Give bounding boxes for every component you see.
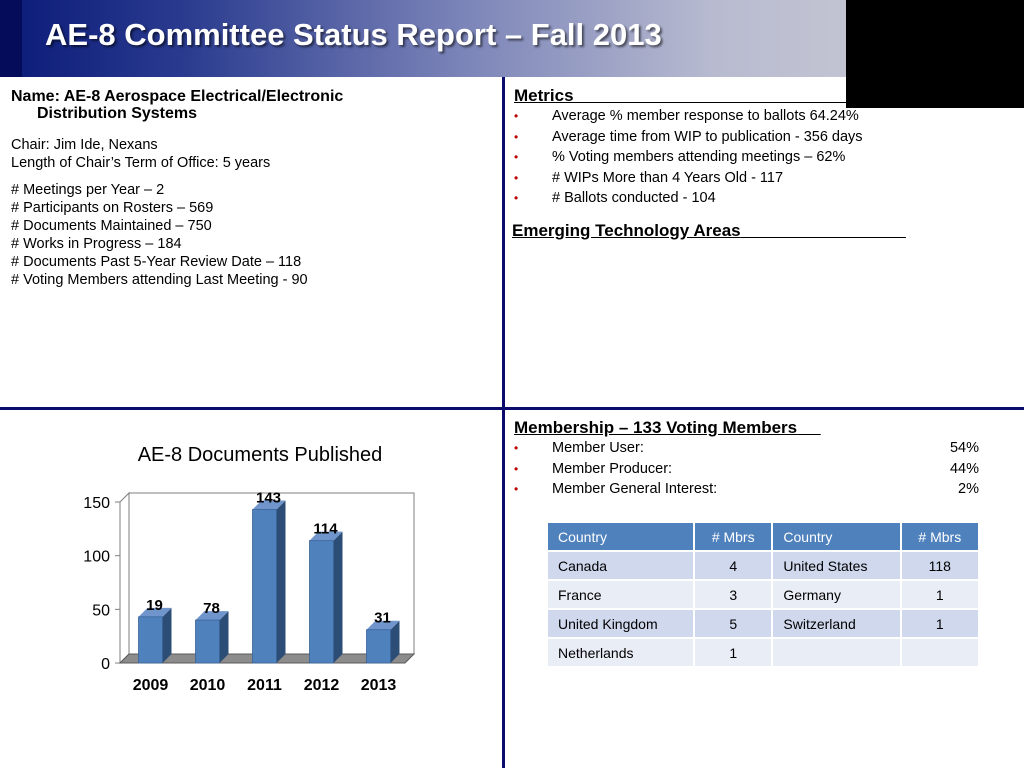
bar-side: [334, 532, 343, 663]
y-tick-label: 150: [83, 495, 110, 512]
table-cell: Switzerland: [772, 609, 900, 638]
table-cell: 118: [901, 551, 979, 580]
table-cell: Germany: [772, 580, 900, 609]
chart-side-wall: [120, 493, 129, 663]
table-cell: [772, 638, 900, 667]
emerging-tech-heading: Emerging Technology Areas: [512, 221, 741, 240]
membership-item: • Member User: 54%: [514, 438, 984, 459]
bullet-icon: •: [514, 109, 519, 123]
stat-review-past: # Documents Past 5-Year Review Date – 118: [11, 254, 302, 270]
bar: [253, 510, 277, 663]
metric-item: • # Ballots conducted - 104: [514, 188, 954, 209]
metric-item: • % Voting members attending meetings – 62%: [514, 147, 954, 168]
x-tick-label: 2012: [303, 677, 340, 694]
column-header: Country: [547, 522, 694, 551]
bar-side: [163, 608, 172, 663]
table-cell: 1: [694, 638, 772, 667]
bar: [196, 620, 220, 663]
metric-item: • Average % member response to ballots 64.24%: [514, 106, 954, 127]
table-cell: France: [547, 580, 694, 609]
metrics-list: [514, 106, 954, 209]
membership-heading: Membership – 133 Voting Members: [514, 418, 798, 437]
x-tick-label: 2009: [132, 677, 169, 694]
table-row: [547, 638, 979, 667]
table-cell: United States: [772, 551, 900, 580]
y-tick-label: 50: [92, 602, 110, 620]
data-label: 19: [146, 596, 163, 614]
bar-side: [277, 501, 286, 663]
chair: Chair: Jim Ide, Nexans: [11, 137, 158, 153]
countries-table: [546, 521, 980, 668]
table-cell: United Kingdom: [547, 609, 694, 638]
stat-documents: # Documents Maintained – 750: [11, 218, 212, 234]
metrics-heading: Metrics: [514, 86, 574, 105]
y-tick-label: 0: [101, 656, 110, 673]
bullet-icon: •: [514, 441, 519, 455]
chair-term: Length of Chair’s Term of Office: 5 years: [11, 155, 271, 171]
bullet-icon: •: [514, 191, 519, 205]
committee-name-line1: Name: AE-8 Aerospace Electrical/Electronic: [11, 88, 344, 105]
metric-item: • Average time from WIP to publication - 356 days: [514, 127, 954, 148]
x-tick-label: 2011: [247, 677, 282, 694]
title-accent-stripe: [0, 0, 22, 77]
table-cell: 4: [694, 551, 772, 580]
table-row: [547, 551, 979, 580]
bullet-icon: •: [514, 482, 519, 496]
table-row: [547, 609, 979, 638]
committee-name-line2: Distribution Systems: [37, 105, 198, 122]
stat-participants: # Participants on Rosters – 569: [11, 200, 214, 216]
column-header: # Mbrs: [694, 522, 772, 551]
column-header: # Mbrs: [901, 522, 979, 551]
bar: [310, 541, 334, 663]
table-cell: 1: [901, 580, 979, 609]
x-tick-label: 2010: [189, 677, 226, 694]
bar: [139, 617, 163, 663]
table-cell: 3: [694, 580, 772, 609]
metrics-section: [514, 86, 954, 209]
membership-item: • Member Producer: 44%: [514, 459, 984, 480]
stat-wips: # Works in Progress – 184: [11, 236, 182, 252]
bar-side: [220, 611, 229, 663]
x-tick-label: 2013: [360, 677, 397, 694]
bullet-icon: •: [514, 150, 519, 164]
table-header-row: [547, 522, 979, 551]
table-row: [547, 580, 979, 609]
data-label: 31: [374, 609, 391, 627]
documents-published-chart: [40, 430, 470, 720]
horizontal-divider: [0, 407, 1024, 410]
y-tick-label: 100: [83, 548, 110, 566]
stat-voting-attending: # Voting Members attending Last Meeting - 90: [11, 272, 308, 288]
bullet-icon: •: [514, 461, 519, 476]
data-label: 78: [203, 600, 220, 618]
bullet-icon: •: [514, 129, 519, 144]
membership-list: [514, 438, 984, 500]
committee-name: [11, 88, 491, 122]
table-cell: [901, 638, 979, 667]
membership-section: [514, 418, 984, 500]
chart-title: AE-8 Documents Published: [137, 444, 383, 466]
data-label: 114: [313, 520, 338, 538]
table-cell: 5: [694, 609, 772, 638]
stat-meetings: # Meetings per Year – 2: [11, 182, 165, 198]
bullet-icon: •: [514, 170, 519, 185]
page-title: AE-8 Committee Status Report – Fall 2013: [45, 17, 662, 52]
membership-item: • Member General Interest: 2%: [514, 479, 984, 500]
data-label: 143: [255, 489, 282, 507]
table-cell: Netherlands: [547, 638, 694, 667]
vertical-divider: [502, 77, 505, 768]
metric-item: • # WIPs More than 4 Years Old - 117: [514, 168, 954, 189]
committee-info: [11, 88, 491, 289]
table-cell: Canada: [547, 551, 694, 580]
column-header: Country: [772, 522, 900, 551]
table-cell: 1: [901, 609, 979, 638]
bar: [367, 630, 391, 663]
